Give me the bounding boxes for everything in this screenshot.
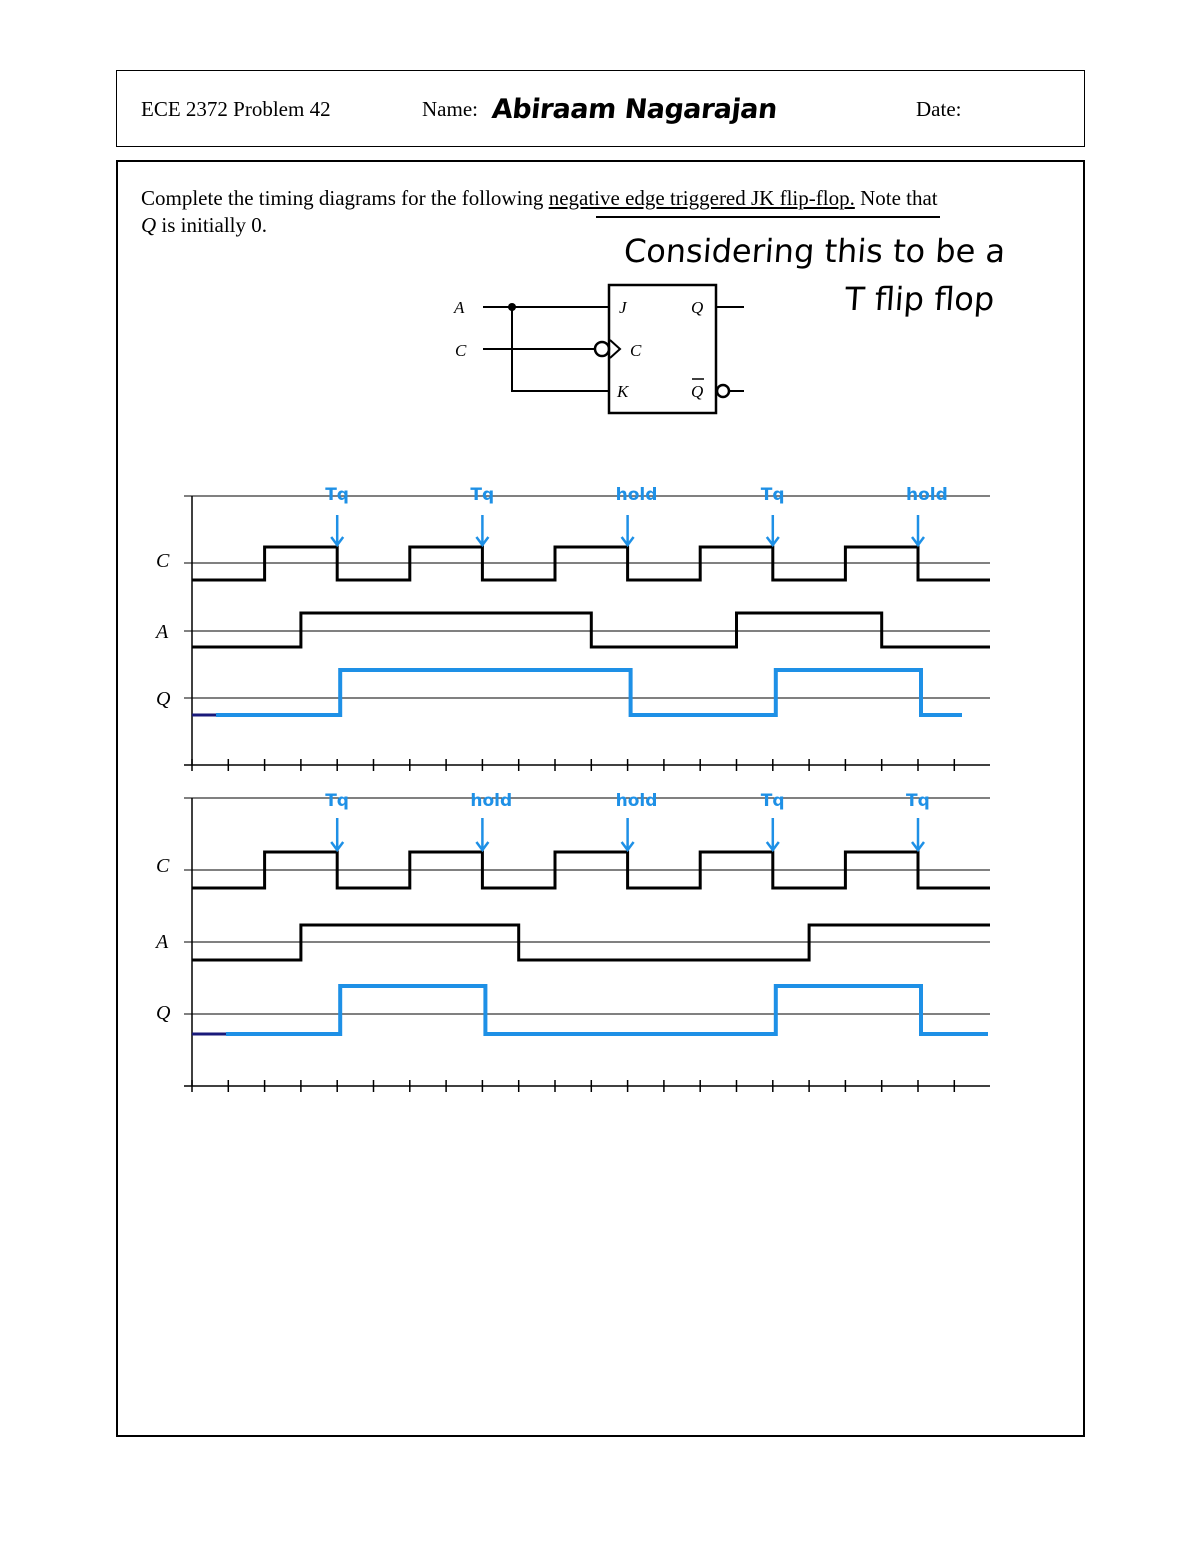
signal-label-c: C — [156, 855, 170, 877]
edge-annotation: Tq — [760, 791, 785, 811]
edge-annotation: Tq — [760, 485, 785, 505]
edge-annotation: hold — [615, 791, 658, 811]
signal-label-a: A — [156, 621, 169, 643]
instruction-text-4: is initially 0. — [156, 213, 268, 237]
input-c-label: C — [455, 341, 467, 360]
course-problem-title: ECE 2372 Problem 42 — [141, 97, 331, 121]
pin-q-bar-label: Q — [691, 382, 704, 401]
pin-k-label: K — [617, 382, 629, 401]
pin-c-label: C — [630, 341, 642, 360]
handwritten-note-line-2: T flip flop — [843, 280, 996, 318]
date-label: Date: — [916, 97, 962, 121]
signal-label-q: Q — [156, 1002, 171, 1024]
signal-label-a: A — [156, 931, 169, 953]
instruction-text-1: Complete the timing diagrams for the following — [141, 186, 549, 210]
edge-annotation: Tq — [470, 485, 495, 505]
pin-j-label: J — [619, 298, 627, 317]
edge-annotation: Tq — [325, 485, 349, 505]
edge-annotation: Tq — [325, 791, 349, 811]
q-symbol: Q — [141, 213, 157, 237]
edge-annotation: hold — [615, 485, 658, 505]
signal-label-c: C — [156, 550, 170, 572]
q-answer-waveform — [226, 986, 988, 1034]
edge-annotation: Tq — [906, 791, 930, 811]
name-label: Name: — [422, 97, 478, 121]
instruction-text-3: Note that — [854, 186, 938, 210]
instruction-underlined-text: negative edge triggered JK flip-flop. — [548, 186, 855, 210]
student-name-handwritten: Abiraam Nagarajan — [490, 94, 779, 125]
edge-annotation: hold — [470, 791, 513, 811]
input-a-label: A — [454, 298, 465, 317]
signal-label-q: Q — [156, 688, 171, 710]
pin-q-label: Q — [691, 298, 704, 317]
handwritten-note-line-1: Considering this to be a — [622, 232, 1007, 270]
edge-annotation: hold — [906, 485, 948, 505]
